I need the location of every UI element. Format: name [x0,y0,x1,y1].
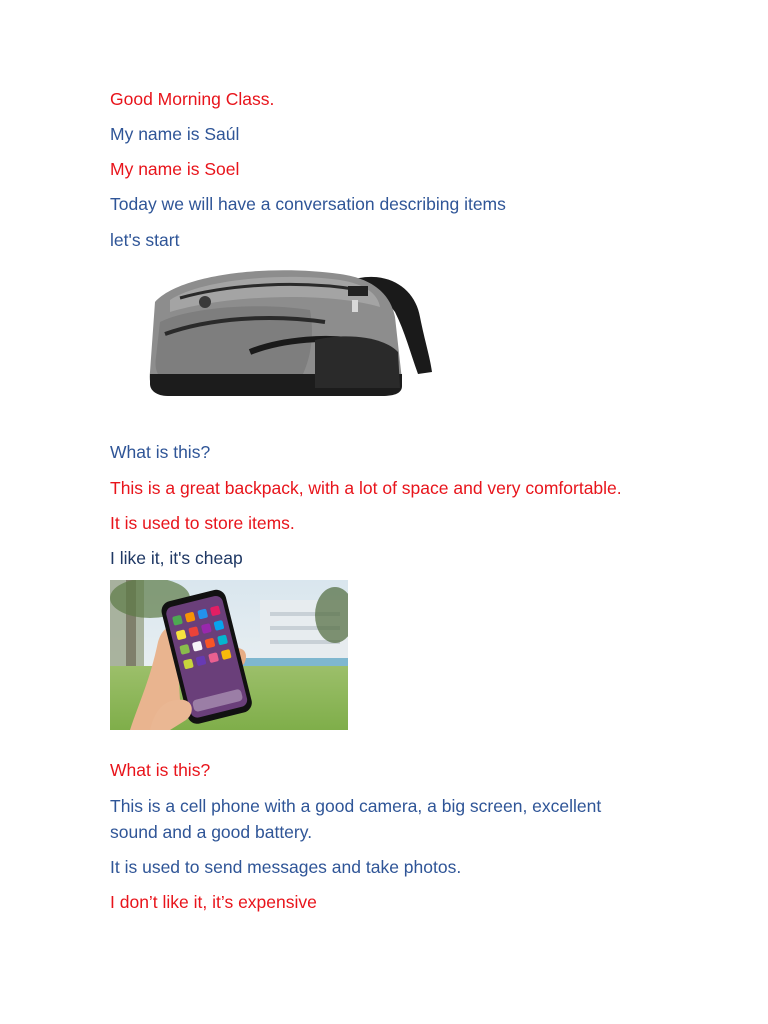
phone-image [110,580,348,730]
opinion-1-text: I like it, it's cheap [110,548,243,568]
intro-text: Today we will have a conversation describing items [110,194,506,214]
use-1-text: It is used to store items. [110,513,295,533]
answer-2-text: This is a cell phone with a good camera, a big screen, excellent sound and a good battery. [110,796,602,842]
answer-1-text: This is a great backpack, with a lot of space and very comfortable. [110,478,622,498]
student-name-text: My name is Soel [110,159,240,179]
question-1-text: What is this? [110,442,211,462]
teacher-name-text: My name is Saúl [110,124,240,144]
greeting-text: Good Morning Class. [110,89,275,109]
question-2-text: What is this? [110,760,211,780]
opinion-2-text: I don’t like it, it’s expensive [110,892,317,912]
use-2-text: It is used to send messages and take photos. [110,857,462,877]
start-text: let's start [110,230,180,250]
backpack-image [110,262,478,402]
